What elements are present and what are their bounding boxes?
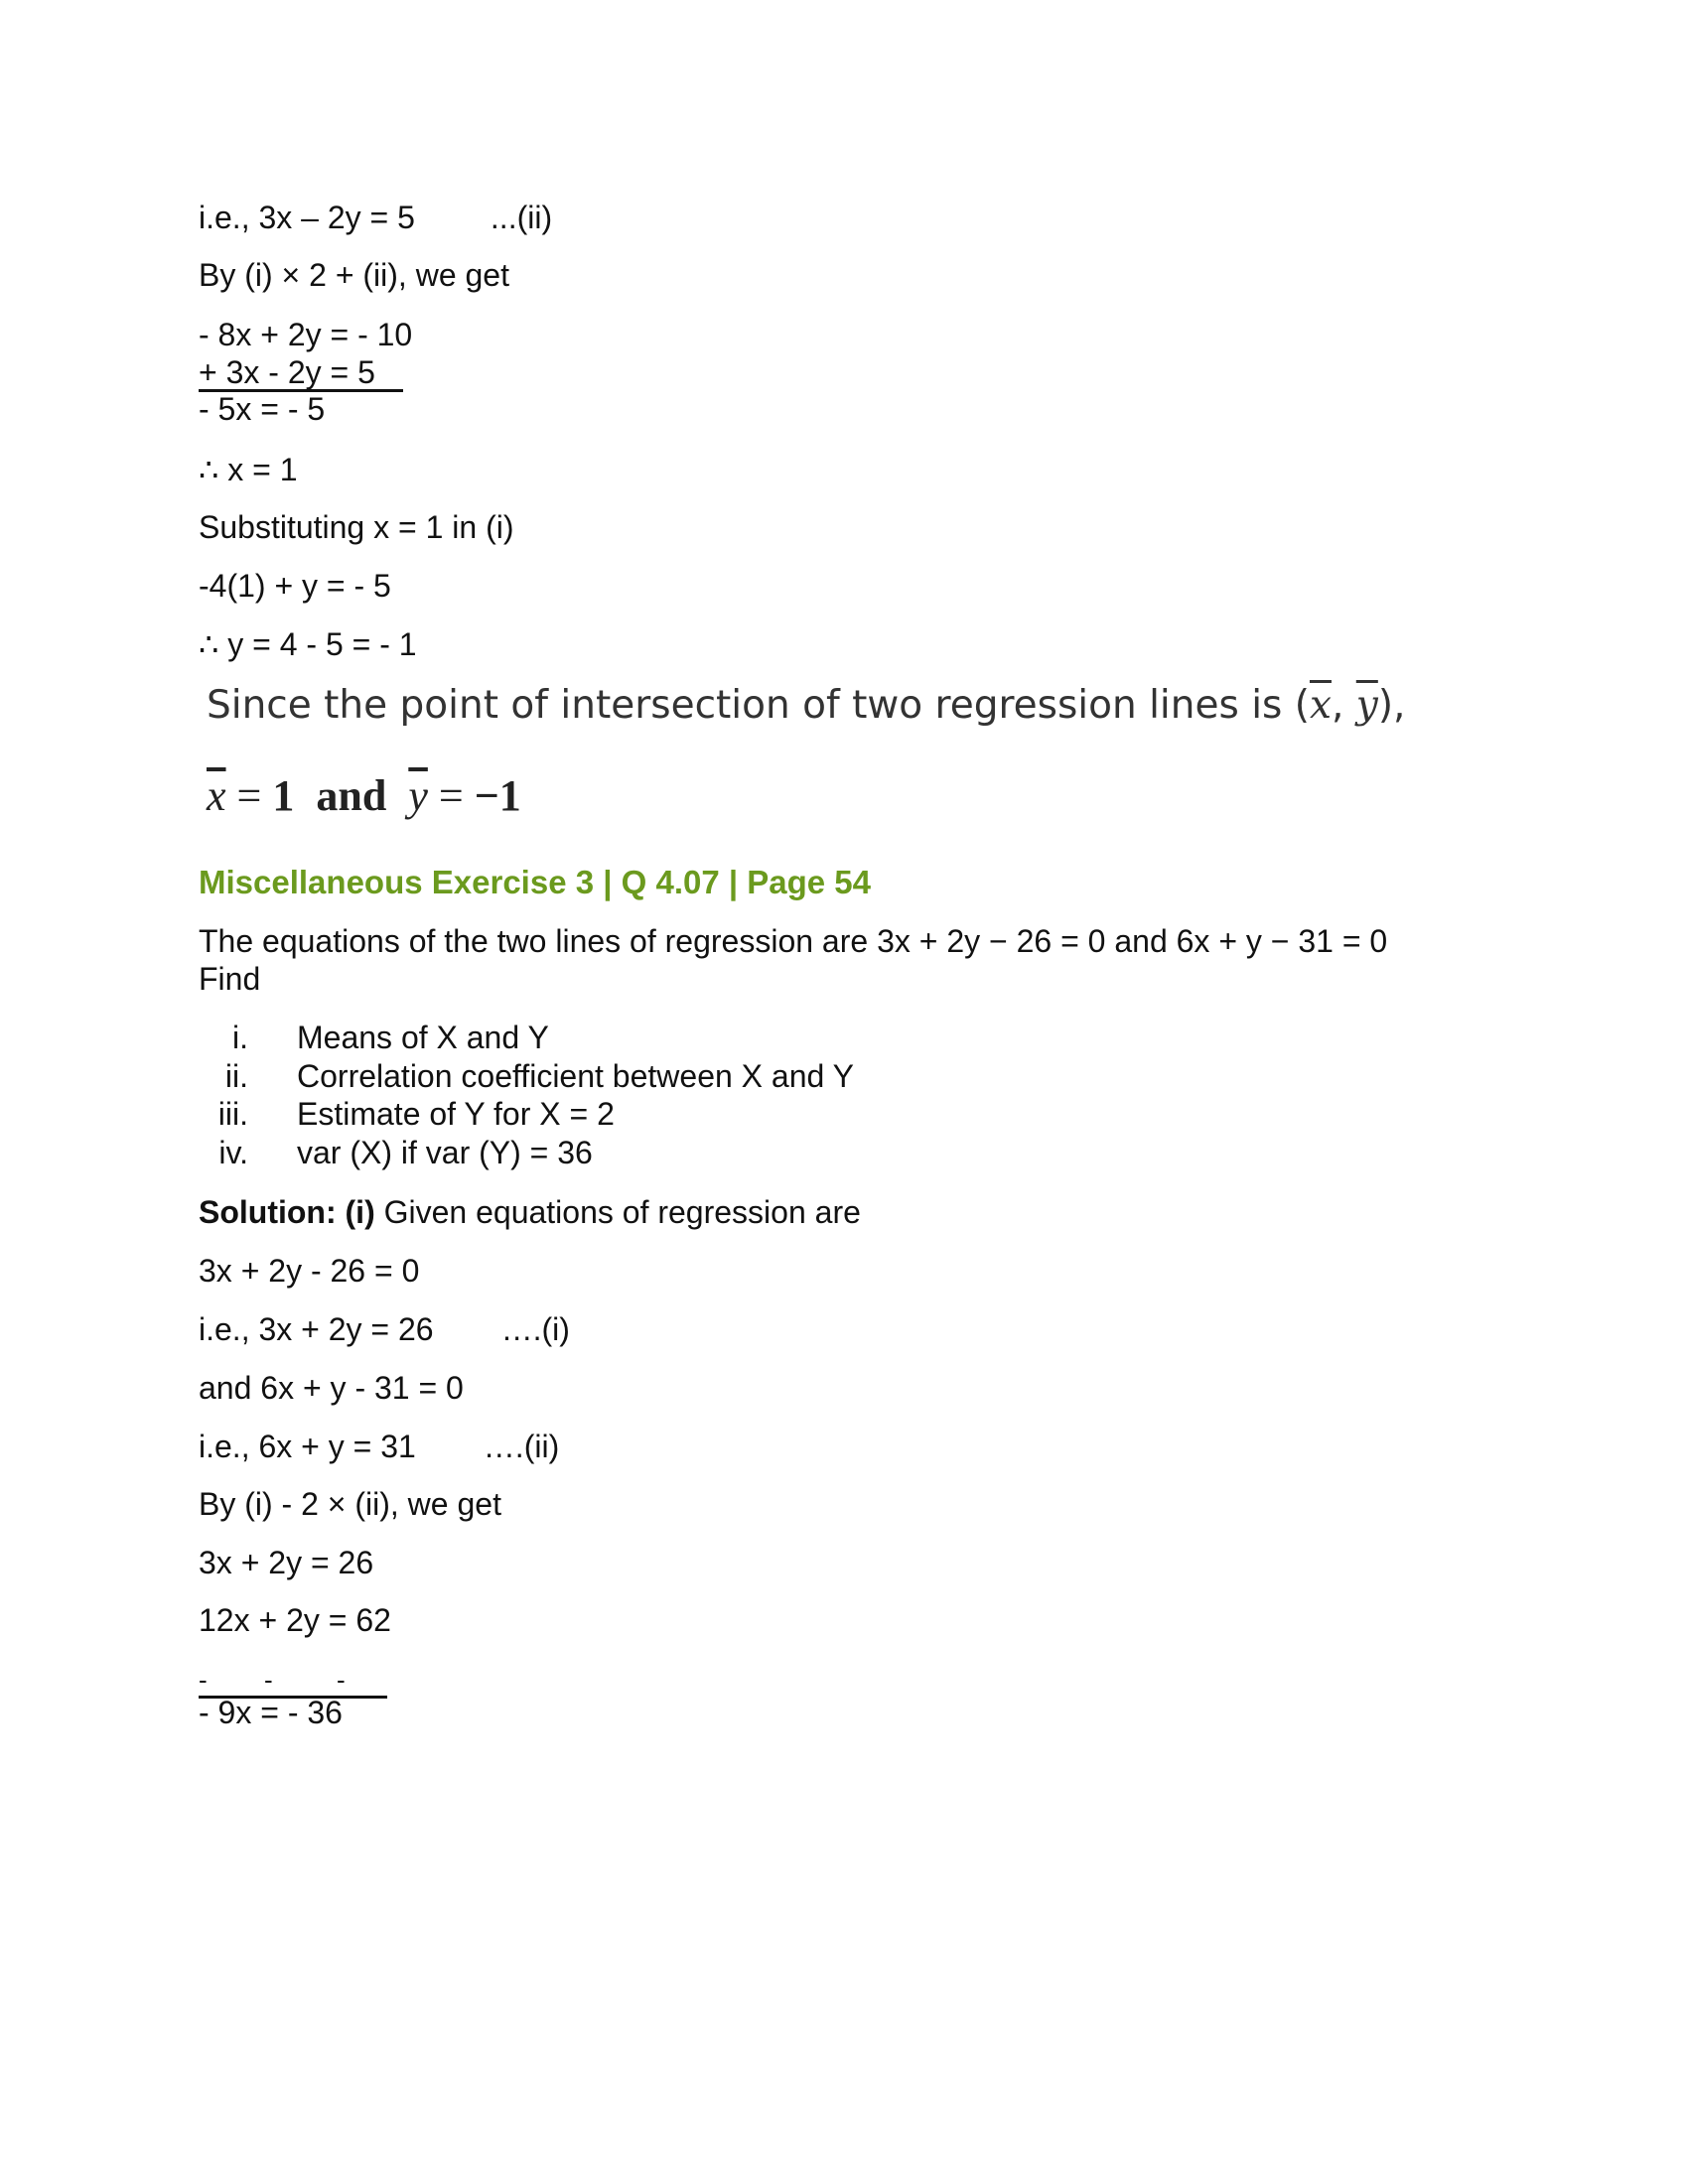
underlined-equation: + 3x - 2y = 5 [199,355,403,392]
minus-sign: - [337,1665,346,1695]
equation-line: ∴ y = 4 - 5 = - 1 [199,626,417,662]
mean-result: $\overline{x} = 1$ and $\overline{y} = -1$ [207,771,521,820]
equation-line: -4(1) + y = - 5 [199,568,391,604]
equation-line: and 6x + y - 31 = 0 [199,1370,464,1406]
y-bar: $\overline{y}$ [408,771,428,820]
question-text: The equations of the two lines of regression are 3x + 2y − 26 = 0 and 6x + y − 31 = 0 [199,923,1388,959]
minus-sign: - [264,1665,273,1695]
list-number: i. [232,1020,248,1055]
step-text: By (i) - 2 × (ii), we get [199,1486,501,1522]
list-text: Correlation coefficient between X and Y [297,1057,854,1094]
step-text: By (i) × 2 + (ii), we get [199,257,509,293]
equation-tag: ...(ii) [490,200,553,235]
equation-tag: ….(i) [500,1311,570,1347]
equation-line: 3x + 2y - 26 = 0 [199,1253,420,1289]
exercise-heading: Miscellaneous Exercise 3 | Q 4.07 | Page 54 [199,864,872,900]
solution-intro: Solution: (i) Given equations of regression are [199,1194,861,1230]
equation-result: - 5x = - 5 [199,391,326,427]
equation-text: i.e., 3x – 2y = 5 [199,200,415,235]
equation-line: i.e., 6x + y = 31 ….(ii) [199,1429,560,1464]
equation-result: - 9x = - 36 [199,1695,343,1730]
list-text: var (X) if var (Y) = 36 [297,1134,593,1170]
y-bar: $\overline{y}$ [1355,683,1378,728]
list-number: ii. [224,1057,248,1094]
list-number: iv. [218,1134,248,1170]
x-bar: $\overline{x}$ [207,771,226,820]
solution-part: (i) [345,1194,375,1230]
x-bar: $\overline{x}$ [1309,683,1332,728]
equation-line: 12x + 2y = 62 [199,1602,391,1638]
step-text: Substituting x = 1 in (i) [199,509,514,545]
minus-sign: - [199,1665,208,1695]
equation-tag: ….(ii) [483,1429,560,1464]
list-number: iii. [217,1096,248,1132]
question-find: Find [199,961,261,997]
equation-line: ∴ x = 1 [199,452,298,487]
solution-label: Solution: [199,1194,337,1230]
equation-line [199,199,552,236]
intersection-note: Since the point of intersection of two regression lines is ($\overline{x}$, $\overline{y}$), [207,683,1406,728]
equation-line-underlined [199,353,403,392]
equation-line: i.e., 3x + 2y = 26 ….(i) [199,1311,570,1347]
list-text: Means of X and Y [297,1020,549,1055]
equation-line: 3x + 2y = 26 [199,1545,374,1580]
list-text: Estimate of Y for X = 2 [297,1096,615,1132]
equation-line: - 8x + 2y = - 10 [199,317,413,352]
